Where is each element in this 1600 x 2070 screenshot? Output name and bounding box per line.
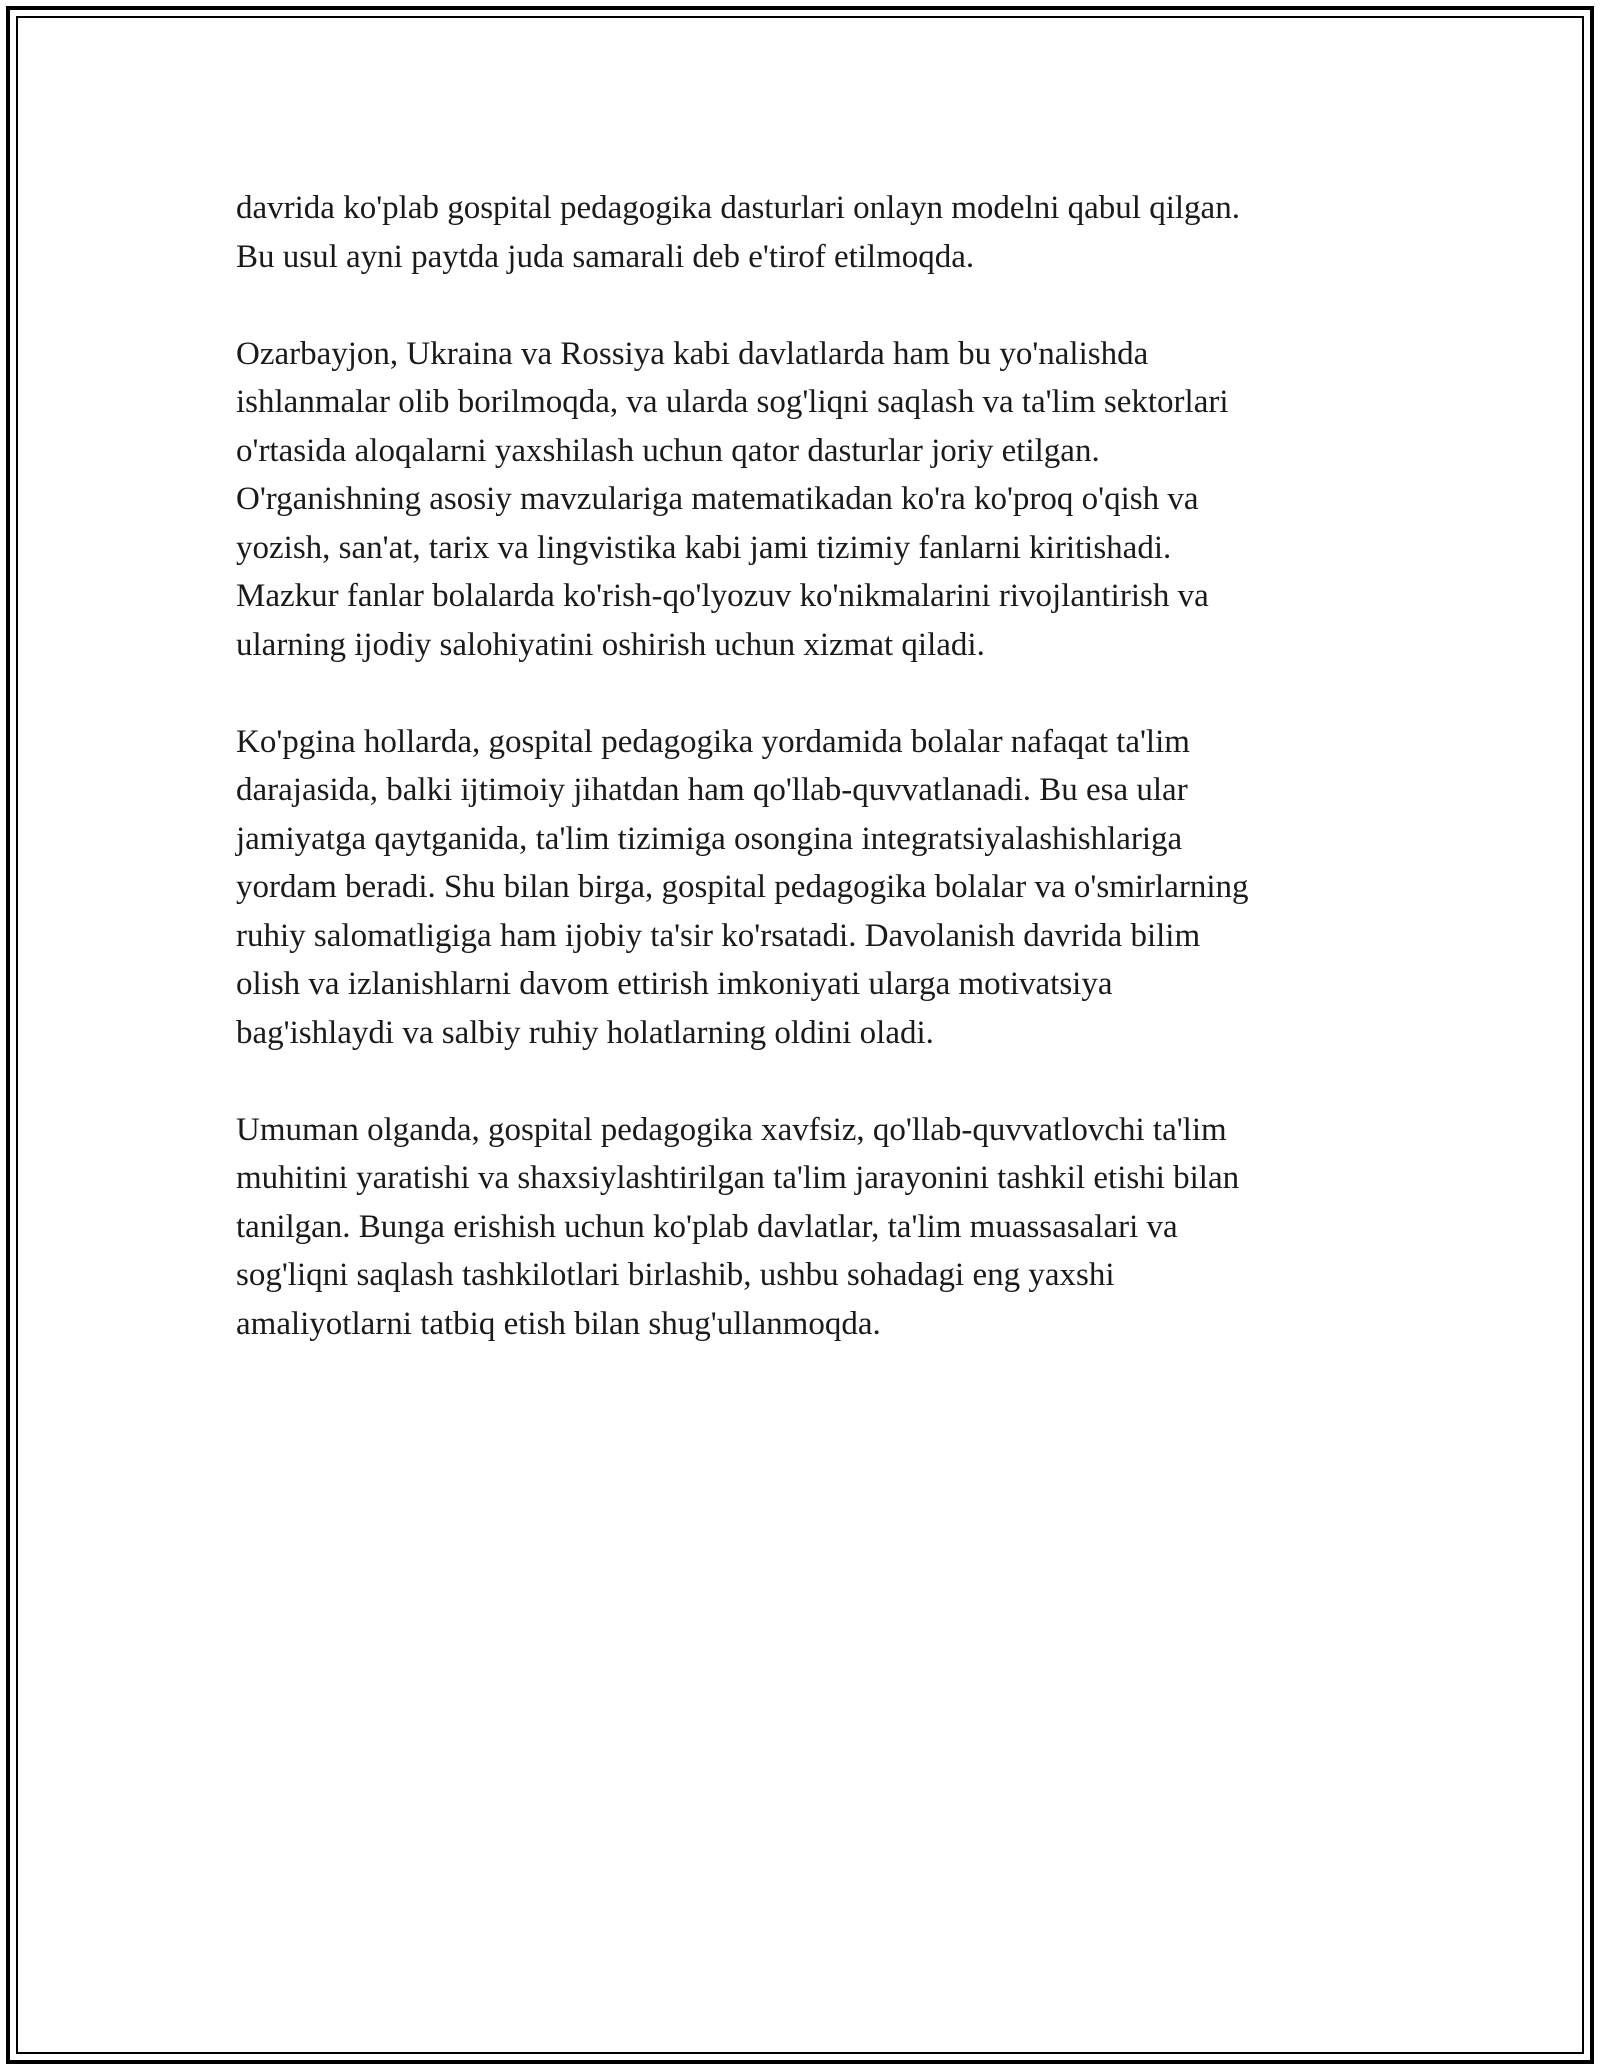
- paragraph-4: Umuman olganda, gospital pedagogika xavfsiz, qo'llab-quvvatlovchi ta'lim muhitini yaratishi va shaxsiylashtirilgan ta'lim jarayonini tashkil etishi bilan tanilgan. Bunga erishish uchun ko'plab davlatlar, ta'lim muassasalari va sog'liqni saqlash tashkilotlari birlashib, ushbu sohadagi eng yaxshi amaliyotlarni tatbiq etish bilan shug'ullanmoqda.: [236, 1111, 1240, 1342]
- paragraph-2: Ozarbayjon, Ukraina va Rossiya kabi davlatlarda ham bu yo'nalishda ishlanmalar olib borilmoqda, va ularda sog'liqni saqlash va ta'lim sektorlari o'rtasida aloqalarni yaxshilash uchun qator dasturlar joriy etilgan. O'rganishning asosiy mavzulariga matematikadan ko'ra ko'proq o'qish va yozish, san'at, tarix va lingvistika kabi jami tizimiy fanlarni kiritishadi. Mazkur fanlar bolalarda ko'rish-qo'lyozuv ko'nikmalarini rivojlantirish va ularning ijodiy salohiyatini oshirish uchun xizmat qiladi.: [236, 335, 1229, 663]
- page-body: [236, 184, 1366, 1397]
- paragraph-1: davrida ko'plab gospital pedagogika dasturlari onlayn modelni qabul qilgan. Bu usul ayni paytda juda samarali deb e'tirof etilmoqda.: [236, 190, 1240, 275]
- paragraph-3: Ko'pgina hollarda, gospital pedagogika yordamida bolalar nafaqat ta'lim darajasida, balki ijtimoiy jihatdan ham qo'llab-quvvatlanadi. Bu esa ular jamiyatga qaytganida, ta'lim tizimiga osongina integratsiyalashishlariga yordam beradi. Shu bilan birga, gospital pedagogika bolalar va o'smirlarning ruhiy salomatligiga ham ijobiy ta'sir ko'rsatadi. Davolanish davrida bilim olish va izlanishlarni davom ettirish imkoniyati ularga motivatsiya bag'ishlaydi va salbiy ruhiy holatlarning oldini oladi.: [236, 723, 1249, 1051]
